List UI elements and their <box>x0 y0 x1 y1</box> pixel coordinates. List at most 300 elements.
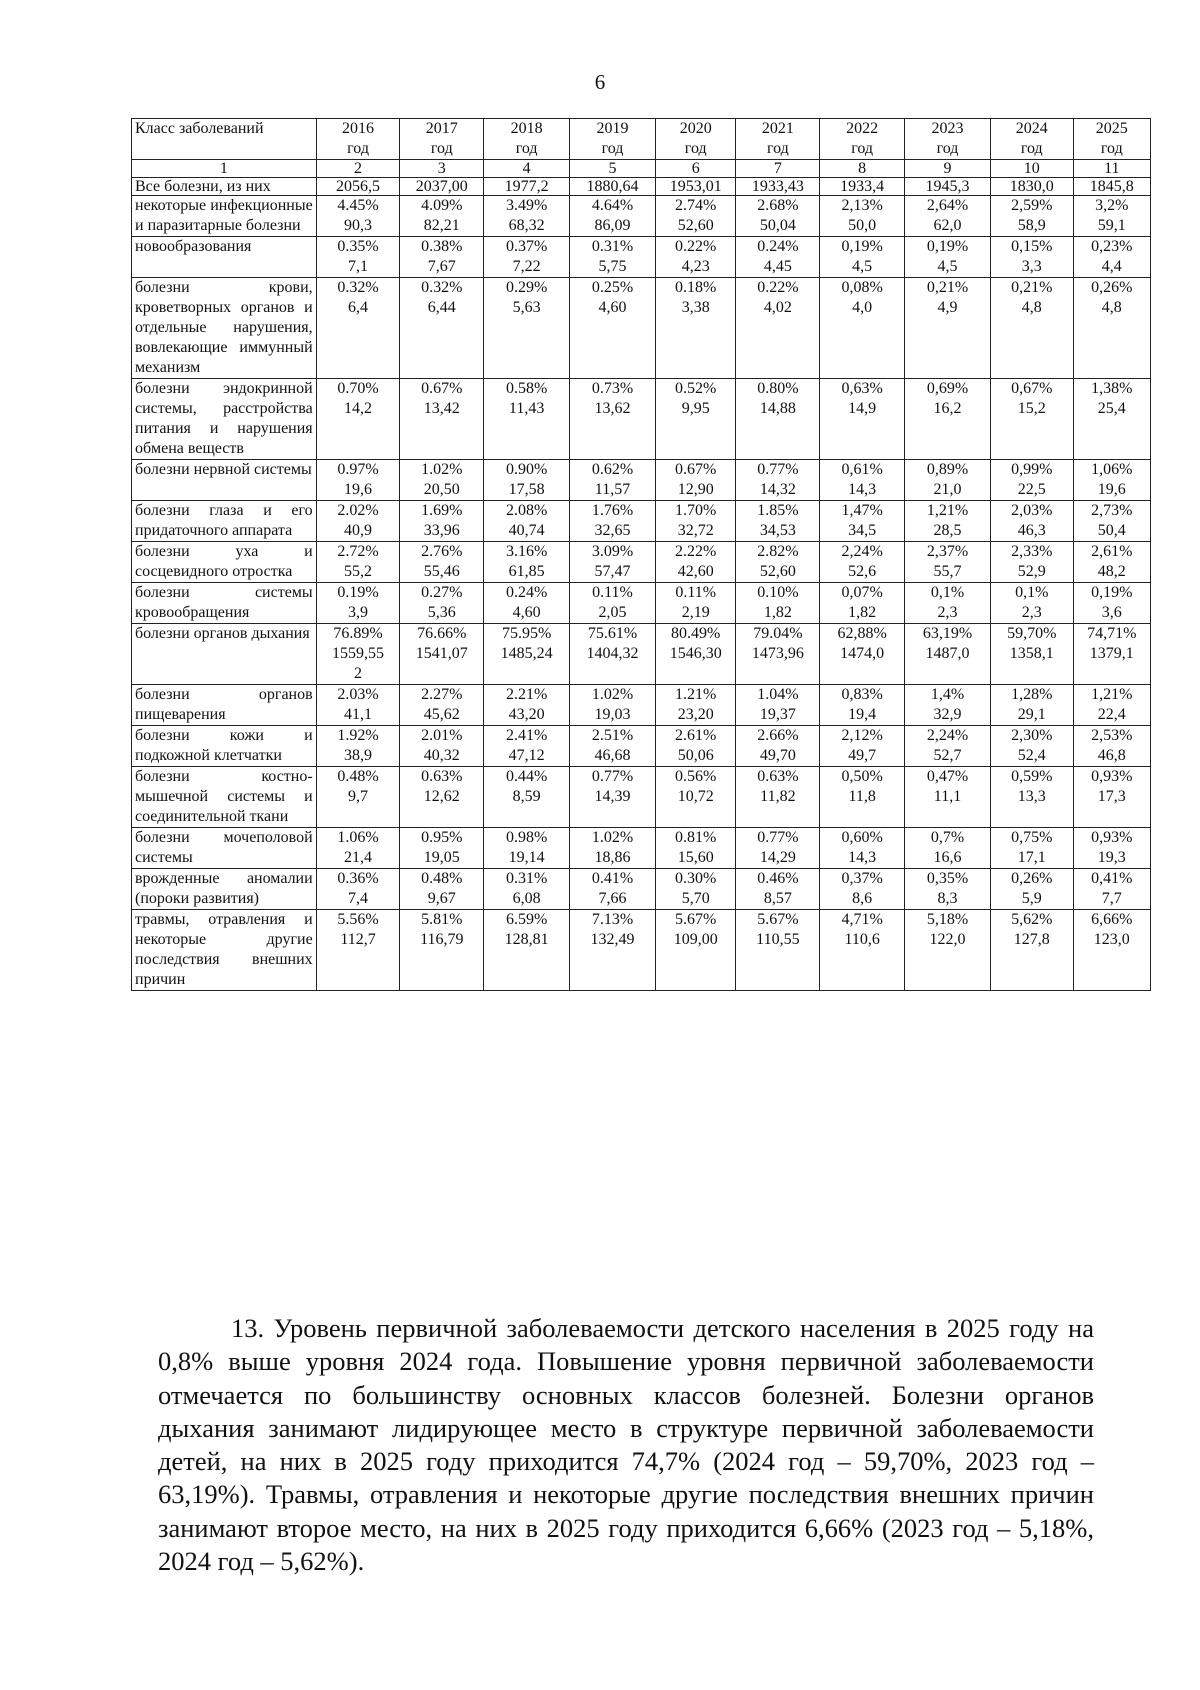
cell-percent: 1,47% <box>841 502 883 519</box>
table-cell <box>655 869 736 910</box>
total-value: 1953,01 <box>655 178 736 196</box>
table-cell <box>820 869 905 910</box>
cell-percent: 0.29% <box>505 279 548 296</box>
table-cell <box>820 196 905 237</box>
year-suffix: год <box>1020 140 1043 157</box>
year-value: 2016 <box>342 120 375 137</box>
cell-percent: 2,33% <box>1011 543 1053 560</box>
cell-text: 18,86 <box>594 849 631 866</box>
table-cell <box>484 460 570 501</box>
total-label: Все болезни, из них <box>132 178 317 196</box>
cell-text-line: 1559,55 <box>332 645 385 662</box>
cell-percent: 76.66% <box>417 625 467 642</box>
column-number: 3 <box>400 160 484 178</box>
header-year <box>736 119 820 160</box>
table-cell <box>484 583 570 624</box>
table-cell <box>316 278 400 379</box>
total-value: 2037,00 <box>400 178 484 196</box>
cell-percent: 2.27% <box>421 686 463 703</box>
total-value: 1845,8 <box>1073 178 1150 196</box>
header-class: Класс заболеваний <box>132 119 317 160</box>
table-cell <box>316 583 400 624</box>
cell-text: 7,1 <box>348 258 369 275</box>
cell-text: 4,9 <box>937 299 958 316</box>
cell-text: 43,20 <box>508 706 545 723</box>
header-year <box>990 119 1073 160</box>
cell-percent: 1,21% <box>1091 686 1133 703</box>
cell-percent: 1.02% <box>591 829 634 846</box>
table-cell <box>820 542 905 583</box>
cell-percent: 1,38% <box>1091 380 1133 397</box>
table-cell <box>655 460 736 501</box>
cell-text: 3,9 <box>348 604 369 621</box>
cell-percent: 0.67% <box>675 461 717 478</box>
cell-text: 14,88 <box>759 400 796 417</box>
table-cell <box>1073 828 1150 869</box>
table-cell <box>570 278 656 379</box>
cell-percent: 5.81% <box>421 911 463 928</box>
cell-percent: 2,13% <box>841 197 883 214</box>
table-row <box>132 196 1151 237</box>
cell-text: 112,7 <box>340 931 376 948</box>
table-cell <box>570 196 656 237</box>
cell-percent: 0,1% <box>1015 584 1049 601</box>
disease-class: болезни мочеполовой системы <box>132 828 317 869</box>
cell-percent: 0.81% <box>675 829 717 846</box>
cell-text: 2,05 <box>598 604 627 621</box>
column-number: 8 <box>820 160 905 178</box>
cell-text: 9,7 <box>348 788 369 805</box>
year-suffix: год <box>684 140 707 157</box>
cell-text: 14,2 <box>344 400 373 417</box>
cell-percent: 0.56% <box>675 768 717 785</box>
cell-percent: 2,24% <box>841 543 883 560</box>
table-row <box>132 278 1151 379</box>
disease-class: болезни органов пищеварения <box>132 685 317 726</box>
cell-percent: 0.63% <box>757 768 799 785</box>
cell-percent: 1,06% <box>1091 461 1133 478</box>
table-cell <box>736 767 820 828</box>
total-value: 1830,0 <box>990 178 1073 196</box>
cell-text: 4,0 <box>852 299 873 316</box>
table-cell <box>736 460 820 501</box>
cell-percent: 0.48% <box>337 768 379 785</box>
table-cell <box>736 501 820 542</box>
cell-percent: 0.41% <box>591 870 634 887</box>
cell-percent: 0,19% <box>1091 584 1133 601</box>
year-suffix: год <box>515 140 538 157</box>
table-cell <box>820 237 905 278</box>
cell-text: 55,7 <box>933 563 962 580</box>
year-suffix: год <box>936 140 959 157</box>
cell-percent: 1.06% <box>337 829 379 846</box>
cell-percent: 0.46% <box>757 870 799 887</box>
cell-text: 40,9 <box>344 522 373 539</box>
cell-text: 122,0 <box>929 931 966 948</box>
cell-text: 28,5 <box>933 522 962 539</box>
table-cell <box>905 685 991 726</box>
table-cell <box>820 726 905 767</box>
cell-text: 12,62 <box>423 788 460 805</box>
table-cell <box>990 237 1073 278</box>
table-cell <box>990 542 1073 583</box>
table-row <box>132 685 1151 726</box>
table-row <box>132 237 1151 278</box>
cell-text: 19,6 <box>344 481 373 498</box>
cell-percent: 0.95% <box>421 829 463 846</box>
table-cell <box>400 501 484 542</box>
cell-percent: 0,1% <box>930 584 965 601</box>
cell-text: 4,4 <box>1101 258 1122 275</box>
table-cell <box>655 278 736 379</box>
cell-percent: 4.09% <box>421 197 463 214</box>
cell-text: 1473,96 <box>751 645 804 662</box>
cell-percent: 2.74% <box>675 197 717 214</box>
table-cell <box>484 910 570 991</box>
column-number-row <box>132 160 1151 178</box>
cell-text: 14,9 <box>848 400 877 417</box>
cell-percent: 1.21% <box>675 686 717 703</box>
cell-percent: 0,93% <box>1091 768 1133 785</box>
cell-percent: 2,59% <box>1011 197 1053 214</box>
cell-text: 15,60 <box>677 849 714 866</box>
cell-text: 13,42 <box>423 400 460 417</box>
cell-percent: 0.36% <box>337 870 379 887</box>
table-cell <box>820 583 905 624</box>
cell-percent: 0,19% <box>926 238 969 255</box>
header-year <box>570 119 656 160</box>
cell-percent: 2,24% <box>926 727 969 744</box>
cell-text: 62,0 <box>933 217 962 234</box>
cell-percent: 0.38% <box>421 238 463 255</box>
table-cell <box>484 726 570 767</box>
cell-text: 49,7 <box>848 747 877 764</box>
header-row <box>132 119 1151 160</box>
cell-percent: 0,35% <box>926 870 969 887</box>
table-cell <box>990 278 1073 379</box>
cell-percent: 0.10% <box>757 584 799 601</box>
cell-percent: 5.67% <box>757 911 799 928</box>
table-cell <box>1073 583 1150 624</box>
cell-percent: 0.37% <box>505 238 548 255</box>
cell-text: 110,6 <box>844 931 880 948</box>
table-cell <box>736 624 820 685</box>
table-cell <box>316 767 400 828</box>
cell-text: 52,6 <box>848 563 877 580</box>
table-cell <box>400 460 484 501</box>
cell-percent: 0,15% <box>1011 238 1053 255</box>
cell-text: 34,5 <box>848 522 877 539</box>
cell-text: 4,23 <box>681 258 710 275</box>
table-row <box>132 767 1151 828</box>
cell-text: 34,53 <box>759 522 796 539</box>
table-cell <box>736 196 820 237</box>
cell-percent: 0.24% <box>505 584 548 601</box>
cell-percent: 2.41% <box>505 727 548 744</box>
cell-percent: 2.66% <box>757 727 799 744</box>
paragraph-13: 13. Уровень первичной заболеваемости детского населения в 2025 году на 0,8% выше уровня 2024 года. Повышение уровня первичной заболеваемости отмечается по большинству основных классов болезней. Болезни органов дыхания занимают лидирующее место в структуре первичной заболеваемости детей, на них в 2025 году приходится 74,7% (2024 год – 59,70%, 2023 год – 63,19%). Травмы, отравления и некоторые другие последствия внешних причин занимают второе место, на них в 2025 году приходится 6,66% (2023 год – 5,18%, 2024 год – 5,62%). <box>158 1313 1094 1577</box>
table-cell <box>905 828 991 869</box>
table-cell <box>484 196 570 237</box>
table-row <box>132 869 1151 910</box>
cell-text: 128,81 <box>504 931 549 948</box>
table-cell <box>400 910 484 991</box>
column-number: 7 <box>736 160 820 178</box>
table-cell <box>316 237 400 278</box>
cell-percent: 0,89% <box>926 461 969 478</box>
cell-text: 14,39 <box>594 788 631 805</box>
cell-percent: 2,61% <box>1091 543 1133 560</box>
cell-text: 1546,30 <box>669 645 722 662</box>
cell-text: 19,37 <box>759 706 796 723</box>
cell-text: 2,3 <box>937 604 958 621</box>
cell-text: 14,3 <box>848 849 877 866</box>
cell-text: 32,9 <box>933 706 962 723</box>
cell-text: 12,90 <box>677 481 714 498</box>
cell-text: 9,95 <box>681 400 710 417</box>
cell-percent: 2.72% <box>337 543 379 560</box>
total-value: 1977,2 <box>484 178 570 196</box>
table-cell <box>905 379 991 460</box>
cell-text: 17,58 <box>508 481 545 498</box>
cell-text: 21,4 <box>344 849 373 866</box>
cell-text: 19,6 <box>1097 481 1126 498</box>
cell-percent: 0.70% <box>337 380 379 397</box>
cell-text: 55,2 <box>344 563 373 580</box>
cell-percent: 0,50% <box>841 768 883 785</box>
cell-percent: 2.76% <box>421 543 463 560</box>
cell-text: 42,60 <box>677 563 714 580</box>
cell-percent: 1.85% <box>757 502 799 519</box>
cell-text: 1474,0 <box>840 645 885 662</box>
cell-text: 52,60 <box>677 217 714 234</box>
cell-percent: 0,26% <box>1091 279 1133 296</box>
cell-text: 4,60 <box>512 604 541 621</box>
cell-percent: 80.49% <box>671 625 721 642</box>
cell-percent: 2.82% <box>757 543 799 560</box>
cell-text: 4,5 <box>937 258 958 275</box>
cell-percent: 5.56% <box>337 911 379 928</box>
table-row <box>132 583 1151 624</box>
cell-text: 86,09 <box>594 217 631 234</box>
cell-text: 4,45 <box>763 258 792 275</box>
cell-text: 13,3 <box>1017 788 1046 805</box>
cell-percent: 2.68% <box>757 197 799 214</box>
cell-percent: 0.32% <box>421 279 463 296</box>
cell-percent: 0.67% <box>421 380 463 397</box>
cell-percent: 0,21% <box>1011 279 1053 296</box>
cell-text: 1,82 <box>848 604 877 621</box>
table-cell <box>316 501 400 542</box>
cell-text: 52,7 <box>933 747 962 764</box>
table-cell <box>484 542 570 583</box>
cell-text: 6,08 <box>512 890 541 907</box>
cell-percent: 0,7% <box>930 829 965 846</box>
table-cell <box>1073 542 1150 583</box>
cell-text: 10,72 <box>677 788 714 805</box>
cell-text: 11,1 <box>933 788 962 805</box>
table-cell <box>990 910 1073 991</box>
cell-text: 116,79 <box>420 931 464 948</box>
cell-text: 22,5 <box>1017 481 1046 498</box>
table-cell <box>990 869 1073 910</box>
year-suffix: год <box>1100 140 1123 157</box>
cell-percent: 59,70% <box>1007 625 1057 642</box>
header-year <box>905 119 991 160</box>
total-value: 1945,3 <box>905 178 991 196</box>
table-cell <box>905 196 991 237</box>
cell-text: 29,1 <box>1017 706 1046 723</box>
table-cell <box>570 501 656 542</box>
table-cell <box>990 624 1073 685</box>
cell-text: 23,20 <box>677 706 714 723</box>
header-year <box>484 119 570 160</box>
cell-percent: 0.11% <box>675 584 717 601</box>
cell-text: 19,3 <box>1097 849 1126 866</box>
table-cell <box>736 237 820 278</box>
cell-text: 7,67 <box>427 258 456 275</box>
cell-percent: 0,08% <box>841 279 883 296</box>
table-cell <box>905 278 991 379</box>
table-cell <box>655 828 736 869</box>
cell-text: 5,75 <box>598 258 627 275</box>
table-cell <box>820 379 905 460</box>
table-row <box>132 542 1151 583</box>
cell-text: 58,9 <box>1017 217 1046 234</box>
cell-percent: 0.73% <box>591 380 634 397</box>
cell-text: 1379,1 <box>1089 645 1134 662</box>
cell-percent: 0.32% <box>337 279 379 296</box>
table-cell <box>316 685 400 726</box>
cell-text: 16,2 <box>933 400 962 417</box>
cell-percent: 2.03% <box>337 686 379 703</box>
year-suffix: год <box>851 140 874 157</box>
cell-text: 1358,1 <box>1009 645 1054 662</box>
total-value: 1880,64 <box>570 178 656 196</box>
header-year <box>1073 119 1150 160</box>
column-number: 1 <box>132 160 317 178</box>
table-cell <box>655 767 736 828</box>
table-cell <box>1073 460 1150 501</box>
cell-percent: 3,2% <box>1095 197 1129 214</box>
table-cell <box>905 726 991 767</box>
table-cell <box>484 237 570 278</box>
cell-percent: 0.27% <box>421 584 463 601</box>
cell-text: 8,6 <box>852 890 873 907</box>
cell-percent: 2,64% <box>926 197 969 214</box>
table-cell <box>400 278 484 379</box>
year-suffix: год <box>347 140 369 157</box>
table-cell <box>820 624 905 685</box>
cell-percent: 0,75% <box>1011 829 1053 846</box>
cell-percent: 0,47% <box>926 768 969 785</box>
cell-text: 7,4 <box>348 890 369 907</box>
cell-percent: 0.22% <box>675 238 717 255</box>
cell-text: 19,4 <box>848 706 877 723</box>
cell-text: 25,4 <box>1097 400 1126 417</box>
disease-class: врожденные аномалии (пороки развития) <box>132 869 317 910</box>
cell-percent: 76.89% <box>333 625 383 642</box>
total-value: 1933,43 <box>736 178 820 196</box>
column-number: 9 <box>905 160 991 178</box>
cell-percent: 0,26% <box>1011 870 1053 887</box>
disease-class: травмы, отравления и некоторые другие последствия внешних причин <box>132 910 317 991</box>
cell-text: 50,04 <box>759 217 796 234</box>
table-cell <box>316 196 400 237</box>
page-number: 6 <box>594 70 606 94</box>
table-cell <box>1073 278 1150 379</box>
cell-percent: 0,07% <box>841 584 883 601</box>
table-cell <box>736 542 820 583</box>
table-row <box>132 910 1151 991</box>
cell-percent: 0,37% <box>841 870 883 887</box>
disease-class: болезни органов дыхания <box>132 624 317 685</box>
cell-percent: 3.16% <box>505 543 548 560</box>
disease-class: болезни уха и сосцевидного отростка <box>132 542 317 583</box>
cell-text: 3,38 <box>681 299 710 316</box>
cell-percent: 1.02% <box>591 686 634 703</box>
cell-text: 32,65 <box>594 522 631 539</box>
cell-text: 4,8 <box>1021 299 1042 316</box>
year-suffix: год <box>766 140 789 157</box>
cell-text: 19,14 <box>508 849 545 866</box>
cell-text: 50,06 <box>677 747 714 764</box>
cell-text: 3,3 <box>1021 258 1042 275</box>
table-row <box>132 501 1151 542</box>
table-cell <box>990 196 1073 237</box>
cell-text: 55,46 <box>423 563 460 580</box>
header-year <box>820 119 905 160</box>
cell-text: 4,60 <box>598 299 627 316</box>
cell-text: 11,8 <box>848 788 876 805</box>
cell-text: 14,29 <box>759 849 796 866</box>
table-cell <box>484 501 570 542</box>
cell-text: 13,62 <box>594 400 631 417</box>
cell-percent: 4.45% <box>337 197 379 214</box>
table-cell <box>655 583 736 624</box>
cell-text: 68,32 <box>508 217 545 234</box>
table-cell <box>655 910 736 991</box>
table-cell <box>400 726 484 767</box>
cell-percent: 0,60% <box>841 829 883 846</box>
cell-text: 7,66 <box>598 890 627 907</box>
table-cell <box>484 624 570 685</box>
table-row <box>132 828 1151 869</box>
cell-percent: 4.64% <box>591 197 634 214</box>
cell-percent: 0.48% <box>421 870 463 887</box>
table-cell <box>570 542 656 583</box>
cell-text: 5,63 <box>512 299 541 316</box>
cell-text: 41,1 <box>344 706 373 723</box>
cell-text: 7,22 <box>512 258 541 275</box>
cell-text: 17,3 <box>1097 788 1126 805</box>
total-value: 2056,5 <box>316 178 400 196</box>
cell-percent: 1.92% <box>337 727 379 744</box>
table-cell <box>1073 910 1150 991</box>
cell-text: 2,3 <box>1021 604 1042 621</box>
table-cell <box>655 379 736 460</box>
cell-text: 7,7 <box>1101 890 1122 907</box>
cell-percent: 62,88% <box>837 625 887 642</box>
table-cell <box>570 237 656 278</box>
cell-percent: 4,71% <box>841 911 883 928</box>
column-number: 11 <box>1073 160 1150 178</box>
cell-percent: 2.08% <box>505 502 548 519</box>
disease-class: новообразования <box>132 237 317 278</box>
cell-text: 5,9 <box>1021 890 1042 907</box>
cell-text: 1,82 <box>763 604 792 621</box>
cell-percent: 1.04% <box>757 686 799 703</box>
